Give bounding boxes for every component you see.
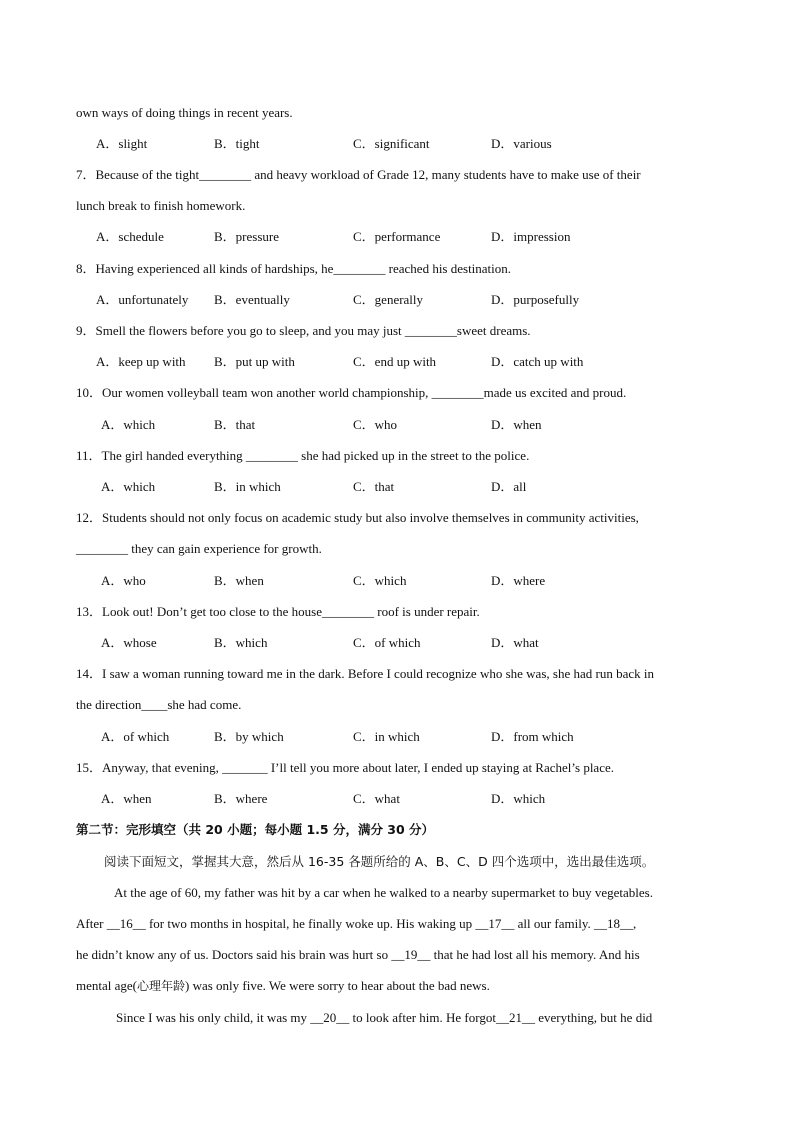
section2-instruction: 阅读下面短文，掌握其大意，然后从 16-35 各题所给的 A、B、C、D 四个选项中，选出最佳选项。 [104,854,655,869]
q11-option-c[interactable]: C．that [353,479,395,494]
q10-stem: 10．Our women volleyball team won another world championship, ________made us excited and proud. [76,385,627,400]
blank-16[interactable]: __16__ [106,916,146,931]
q7-option-c[interactable]: C．performance [353,229,441,244]
q13-stem: 13．Look out! Don’t get too close to the house________ roof is under repair. [76,604,480,619]
q12-option-c[interactable]: C．which [353,573,407,588]
q7-option-a[interactable]: A．schedule [96,229,164,244]
q9-option-b[interactable]: B．put up with [214,354,295,369]
q6-option-c[interactable]: C．significant [353,136,430,151]
q14-stem-line1: 14．I saw a woman running toward me in the dark. Before I could recognize who she was, she had run back in [76,666,654,681]
q11-stem: 11．The girl handed everything ________ she had picked up in the street to the police. [76,448,530,463]
q15-option-a[interactable]: A．when [101,791,152,806]
section2-heading: 第二节：完形填空（共 20 小题；每小题 1.5 分，满分 30 分） [76,822,435,837]
q13-option-a[interactable]: A．whose [101,635,157,650]
q14-stem-line2: the direction____she had come. [76,697,242,712]
q15-option-c[interactable]: C．what [353,791,400,806]
q8-option-a[interactable]: A．unfortunately [96,292,189,307]
passage-text: he didn’t know any of us. Doctors said his brain was hurt so [76,947,392,962]
q8-option-d[interactable]: D．purposefully [491,292,580,307]
q9-option-c[interactable]: C．end up with [353,354,437,369]
q7-stem-line2: lunch break to finish homework. [76,198,246,213]
q15-stem: 15．Anyway, that evening, _______ I’ll tell you more about later, I ended up staying at Rachel’s place. [76,760,614,775]
blank-18[interactable]: __18__ [594,916,634,931]
q13-option-c[interactable]: C．of which [353,635,421,650]
q13-option-b[interactable]: B．which [214,635,268,650]
q9-stem: 9．Smell the flowers before you go to sleep, and you may just ________sweet dreams. [76,323,531,338]
q10-option-b[interactable]: B．that [214,417,256,432]
blank-21[interactable]: __21__ [495,1010,535,1025]
q14-option-a[interactable]: A．of which [101,729,170,744]
passage-text: mental age( [76,978,137,993]
blank-19[interactable]: __19__ [391,947,431,962]
q12-option-b[interactable]: B．when [214,573,264,588]
passage-line-5 [116,1010,652,1026]
q12-stem-line1: 12．Students should not only focus on academic study but also involve themselves in community activities, [76,510,639,525]
passage-text: everything, but he did [534,1010,653,1025]
q11-option-a[interactable]: A．which [101,479,156,494]
passage-text: for two months in hospital, he finally woke up. His waking up [145,916,476,931]
passage-text: all our family. [514,916,595,931]
q14-option-d[interactable]: D．from which [491,729,574,744]
passage-line-3 [76,947,640,963]
q6-option-d[interactable]: D．various [491,136,552,151]
q15-option-b[interactable]: B．where [214,791,268,806]
q9-option-d[interactable]: D．catch up with [491,354,584,369]
q12-option-a[interactable]: A．who [101,573,146,588]
q11-option-b[interactable]: B．in which [214,479,281,494]
q10-option-d[interactable]: D．when [491,417,542,432]
passage-line-4 [76,978,490,994]
q14-option-b[interactable]: B．by which [214,729,284,744]
q8-stem: 8．Having experienced all kinds of hardships, he________ reached his destination. [76,261,512,276]
q12-option-d[interactable]: D．where [491,573,546,588]
q13-option-d[interactable]: D．what [491,635,539,650]
passage-text-cn: 心理年龄 [137,979,186,993]
q8-option-b[interactable]: B．eventually [214,292,290,307]
passage-text: , [633,916,637,931]
passage-line-1: At the age of 60, my father was hit by a car when he walked to a nearby supermarket to buy vegetables. [114,885,653,900]
blank-17[interactable]: __17__ [475,916,515,931]
q12-stem-line2: ________ they can gain experience for growth. [76,541,322,556]
q7-option-b[interactable]: B．pressure [214,229,279,244]
q14-option-c[interactable]: C．in which [353,729,420,744]
q6-option-a[interactable]: A．slight [96,136,148,151]
q7-option-d[interactable]: D．impression [491,229,571,244]
passage-text: After [76,916,107,931]
passage-line-2 [76,916,636,932]
q10-option-a[interactable]: A．which [101,417,156,432]
q8-option-c[interactable]: C．generally [353,292,424,307]
q6-stem: own ways of doing things in recent years. [76,105,293,120]
passage-text: ) was only five. We were sorry to hear about the bad news. [185,978,490,993]
q11-option-d[interactable]: D．all [491,479,527,494]
passage-text: that he had lost all his memory. And his [430,947,640,962]
passage-text: Since I was his only child, it was my [116,1010,311,1025]
q9-option-a[interactable]: A．keep up with [96,354,186,369]
q10-option-c[interactable]: C．who [353,417,398,432]
q6-option-b[interactable]: B．tight [214,136,260,151]
q15-option-d[interactable]: D．which [491,791,546,806]
blank-20[interactable]: __20__ [310,1010,350,1025]
q7-stem-line1: 7．Because of the tight________ and heavy workload of Grade 12, many students have to make use of their [76,167,641,182]
passage-text: to look after him. He forgot [349,1010,496,1025]
